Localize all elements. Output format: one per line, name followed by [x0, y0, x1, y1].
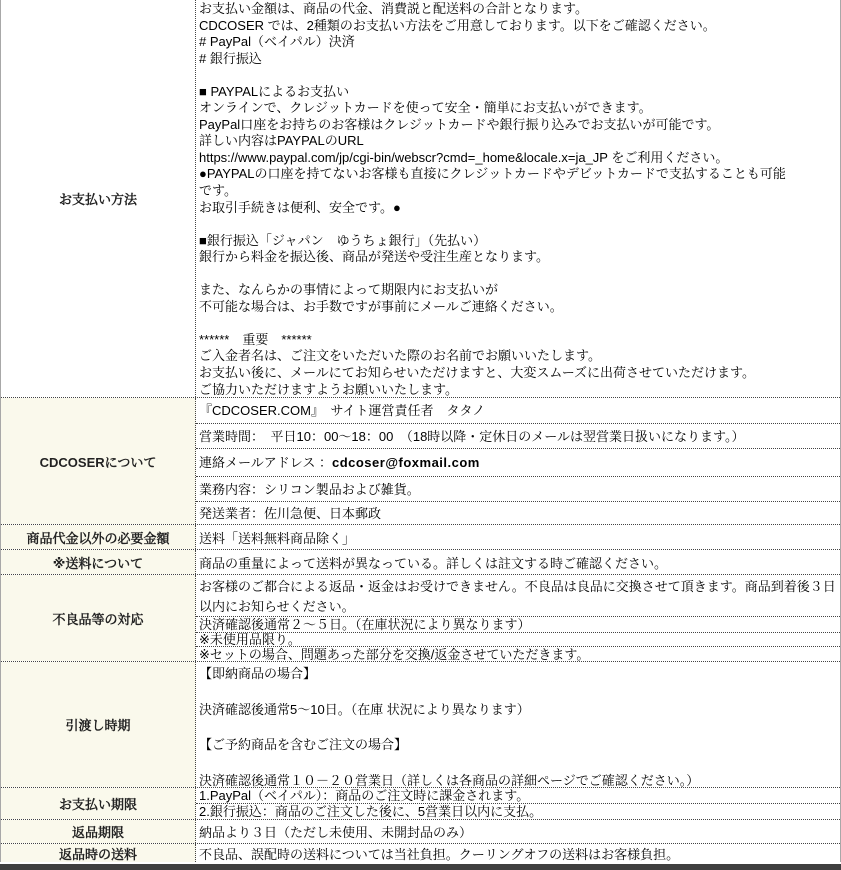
- content-line: [199, 754, 840, 772]
- bottom-divider-bar: [0, 864, 841, 870]
- row-delivery-timing: [1, 662, 840, 788]
- content-line: [199, 315, 840, 332]
- content-line: お支払い金額は、商品の代金、消費説と配送料の合計となります。: [199, 1, 588, 16]
- row-header-label: ※送料について: [52, 555, 144, 571]
- content-line: ご協力いただけますようお願いいたします。: [199, 381, 458, 397]
- row-header-label: 返品時の送料: [58, 846, 137, 862]
- paypal-deadline-text: 1.PayPal（ベイパル）：商品のご注文時に課金されます。: [196, 788, 840, 804]
- row-header-label: 商品代金以外の必要金額: [26, 530, 170, 546]
- row-about-cdcoser: [1, 398, 840, 525]
- about-cdcoser-content: [196, 398, 840, 524]
- paypal-url-text: https://www.paypal.com/jp/cgi-bin/webscr?cmd=_home&locale.x=ja_JP をご利用ください。: [199, 149, 729, 165]
- row-extra-fees: [1, 525, 840, 550]
- content-line: ●PAYPALの口座を持てないお客様も直接にクレジットカードやデビットカードで支払することも可能: [199, 166, 786, 182]
- delivery-timing-content: [196, 662, 840, 787]
- row-shipping-fee: [1, 550, 840, 575]
- bank-deadline-text: 2.銀行振込：商品のご注文した後に、5営業日以内に支払。: [199, 804, 543, 819]
- content-line: 不可能な場合は、お手数ですが事前にメールご連絡ください。: [199, 298, 563, 314]
- content-line: ご入金者名は、ご注文をいただいた際のお名前でお願いいたします。: [199, 348, 601, 364]
- content-line: です。: [199, 183, 237, 198]
- row-header-delivery-timing: [1, 662, 196, 787]
- content-line: お取引手続きは便利、安全です。●: [199, 199, 401, 215]
- contact-email-address: cdcoser@foxmail.com: [331, 455, 480, 470]
- row-header-return-shipping: [1, 844, 196, 862]
- content-line: ■銀行振込「ジャパン ゆうちょ銀行」（先払い）: [199, 232, 487, 248]
- content-line: CDCOSER では、2種類のお支払い方法をご用意しております。以下をご確認ください。: [199, 17, 716, 33]
- content-line: 【ご予約商品を含むご注文の場合】: [199, 737, 408, 753]
- important-notice-marker: ****** 重要 ******: [199, 331, 312, 347]
- payment-deadline-content: [196, 788, 840, 819]
- row-header-label: 引渡し時期: [65, 718, 131, 733]
- content-line: オンラインで、クレジットカードを使って安全・簡単にお支払いができます。: [199, 100, 652, 116]
- content-line: [199, 266, 840, 283]
- content-line: 【即納商品の場合】: [199, 666, 317, 681]
- content-line: [199, 683, 840, 701]
- site-operator-text: 『CDCOSER.COM』 サイト運営責任者 タタノ: [196, 398, 840, 424]
- row-header-label: お支払い期限: [58, 797, 137, 812]
- row-header-label: お支払い方法: [58, 192, 137, 207]
- content-line: [199, 67, 840, 84]
- payment-method-content: [196, 0, 840, 397]
- row-header-label: CDCOSERについて: [39, 454, 157, 470]
- business-description-text: 業務内容：シリコン製品および雑貨。: [196, 477, 840, 502]
- content-line: 決済確認後通常5～10日。（在庫 状況により異なります）: [199, 701, 530, 717]
- content-line: また、なんらかの事情によって期限内にお支払いが: [199, 282, 499, 298]
- set-exchange-text: ※セットの場合、問題あった部分を交換/返金させていただきます。: [199, 646, 590, 662]
- return-policy-text: お客様のご都合による返品・返金はお受けできません。不良品は良品に交換させて頂きます。商品到着後３日以内にお知らせください。: [196, 575, 840, 617]
- return-deadline-text: 納品より３日（ただし未使用、未開封品のみ）: [199, 825, 473, 840]
- row-header-label: 返品期限: [71, 825, 124, 840]
- content-line: [199, 216, 840, 233]
- row-return-deadline: [1, 820, 840, 844]
- row-payment-deadline: [1, 788, 840, 820]
- content-line: # PayPal（ベイパル）決済: [199, 34, 355, 50]
- row-header-payment-deadline: [1, 788, 196, 819]
- content-line: ■ PAYPALによるお支払い: [199, 83, 350, 99]
- row-header-defective-items: [1, 575, 196, 661]
- row-header-shipping-fee: [1, 550, 196, 574]
- row-header-about-cdcoser: [1, 398, 196, 524]
- content-line: 銀行から料金を振込後、商品が発送や受注生産となります。: [199, 249, 549, 265]
- row-header-payment-method: [1, 0, 196, 397]
- row-header-return-deadline: [1, 820, 196, 843]
- content-line: 決済確認後通常１０－２０営業日（詳しくは各商品の詳細ページでご確認ください。）: [199, 772, 700, 788]
- content-line: 詳しい内容はPAYPALのURL: [199, 133, 364, 149]
- return-shipping-text: 不良品、誤配時の送料については当社負担。クーリングオフの送料はお客様負担。: [199, 846, 680, 862]
- row-header-extra-fees: [1, 525, 196, 549]
- exchange-lead-time-text: 決済確認後通常２～５日。（在庫状況により異なります）: [196, 617, 840, 633]
- content-line: [199, 718, 840, 736]
- row-payment-method: [1, 0, 840, 398]
- content-line: # 銀行振込: [199, 50, 262, 66]
- shipping-fee-text: 商品の重量によって送料が異なっている。詳しくは註文する時ご確認ください。: [199, 555, 668, 571]
- contact-email-prefix: 連絡メールアドレス ：: [199, 455, 332, 470]
- shipping-carriers-text: 発送業者：佐川急便、日本郵政: [199, 505, 382, 521]
- row-header-label: 不良品等の対応: [52, 611, 144, 627]
- content-line: PayPal口座をお持ちのお客様はクレジットカードや銀行振り込みでお支払いが可能です。: [199, 116, 720, 132]
- defective-items-content: [196, 575, 840, 661]
- row-defective-items: [1, 575, 840, 662]
- content-line: お支払い後に、メールにてお知らせいただけますと、大変スムーズに出荷させていただけます。: [199, 364, 756, 380]
- contact-email-row: [196, 449, 840, 477]
- business-hours-text: 営業時間： 平日10：00～18：00 （18時以降・定休日のメールは翌営業日扱いになります。）: [196, 424, 840, 449]
- extra-fees-text: 送料「送料無料商品除く」: [199, 530, 356, 546]
- unused-only-text: ※未使用品限り。: [196, 633, 840, 647]
- row-return-shipping: [1, 844, 840, 862]
